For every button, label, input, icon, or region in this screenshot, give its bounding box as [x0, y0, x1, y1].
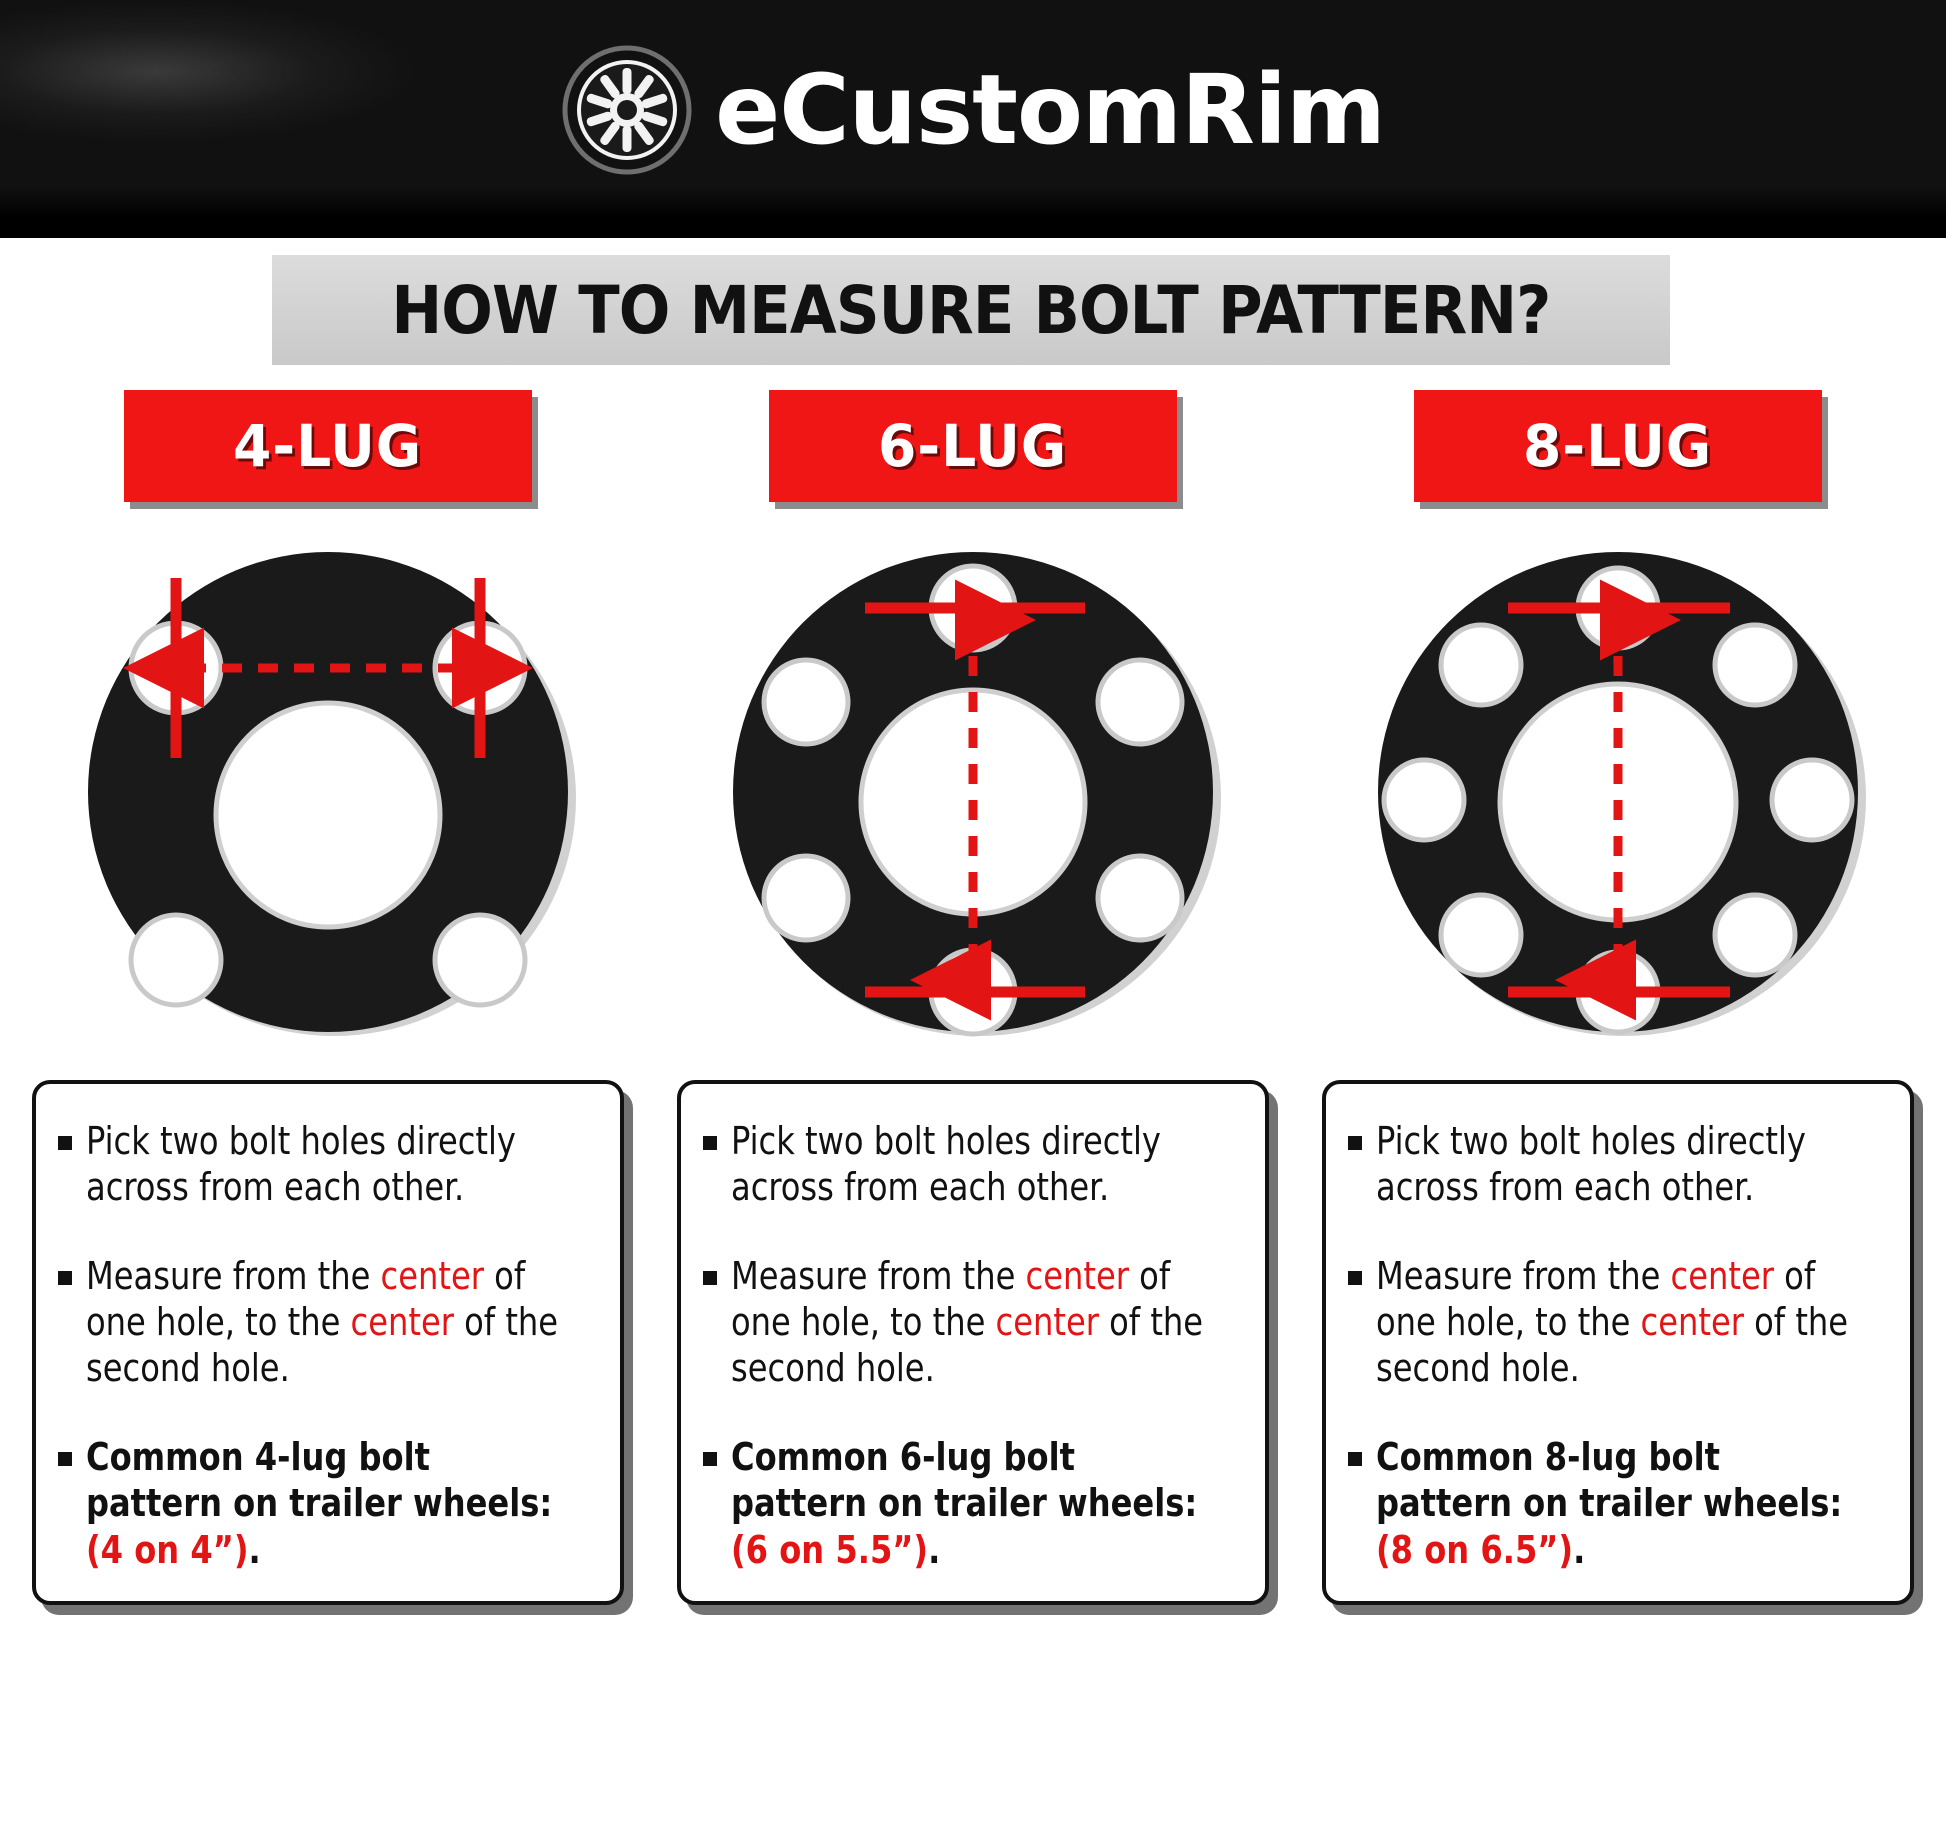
bullet-text: Pick two bolt holes directly across from each other. [1376, 1119, 1806, 1210]
bullet-item [58, 1118, 594, 1211]
bullet-text: Measure from the center of one hole, to the center of the second hole. [1376, 1253, 1849, 1391]
bullet-text: Measure from the center of one hole, to the center of the second hole. [731, 1253, 1204, 1391]
badge-6-lug-label: 6-LUG [878, 412, 1068, 480]
bullet-item [58, 1434, 594, 1573]
brand-header [0, 0, 1946, 238]
bullet-square-icon [58, 1452, 72, 1466]
bullet-square-icon [1348, 1271, 1362, 1285]
bullet-item [1348, 1118, 1884, 1211]
bullet-item [703, 1253, 1239, 1392]
column-4-lug [24, 390, 632, 1605]
badge-4-lug-label: 4-LUG [233, 412, 423, 480]
bullet-square-icon [1348, 1136, 1362, 1150]
column-8-lug [1314, 390, 1922, 1605]
bullet-item [58, 1253, 594, 1392]
bullet-text: Common 6-lug bolt pattern on trailer wheels: (6 on 5.5”). [731, 1434, 1198, 1572]
column-6-lug [669, 390, 1277, 1605]
bullet-square-icon [58, 1271, 72, 1285]
hub-diagram-8-lug [1314, 510, 1922, 1070]
bullet-square-icon [703, 1452, 717, 1466]
bullet-text: Common 8-lug bolt pattern on trailer wheels: (8 on 6.5”). [1376, 1434, 1843, 1572]
badge-8-lug-label: 8-LUG [1523, 412, 1713, 480]
bullet-item [703, 1434, 1239, 1573]
bullet-text: Common 4-lug bolt pattern on trailer wheels: (4 on 4”). [86, 1434, 553, 1572]
bullet-text: Measure from the center of one hole, to the center of the second hole. [86, 1253, 559, 1391]
bullet-item [1348, 1253, 1884, 1392]
badge-8-lug [1414, 390, 1822, 502]
wheel-rim-icon [561, 44, 693, 176]
info-card-8-lug [1322, 1080, 1914, 1605]
hub-diagram-6-lug [669, 510, 1277, 1070]
lug-columns [0, 390, 1946, 1605]
hub-diagram-4-lug [24, 510, 632, 1070]
bullet-text: Pick two bolt holes directly across from each other. [86, 1119, 516, 1210]
bullet-square-icon [703, 1136, 717, 1150]
page-title-banner [272, 255, 1670, 365]
brand-name: eCustomRim [715, 54, 1385, 166]
info-card-4-lug [32, 1080, 624, 1605]
bullet-square-icon [1348, 1452, 1362, 1466]
bullet-square-icon [58, 1136, 72, 1150]
page-title: HOW TO MEASURE BOLT PATTERN? [391, 271, 1551, 349]
badge-4-lug [124, 390, 532, 502]
info-card-6-lug [677, 1080, 1269, 1605]
bullet-item [703, 1118, 1239, 1211]
bullet-item [1348, 1434, 1884, 1573]
badge-6-lug [769, 390, 1177, 502]
bullet-text: Pick two bolt holes directly across from each other. [731, 1119, 1161, 1210]
bullet-square-icon [703, 1271, 717, 1285]
